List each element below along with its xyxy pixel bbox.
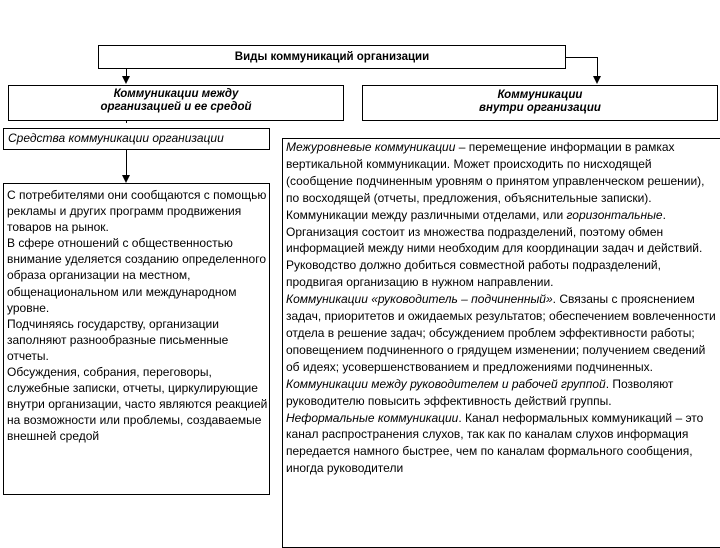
arrow-to-left-body — [122, 175, 130, 183]
text-manager-group: . Позволяют руководителю повысить эффективность действий группы. — [286, 376, 674, 408]
term-manager-subordinate: Коммуникации «руководитель – подчиненный» — [286, 292, 553, 307]
text-horizontal: . Организация состоит из множества подразделений, поэтому обмен информацией между ними необходим для координации задач и действий. Руководство должно добиться совместной работы подразделений, продвигая организацию в нужном направлении. — [286, 207, 703, 290]
left-paragraph: С потребителями они сообщаются с помощью рекламы и других программ продвижения товаров на рынок. — [7, 188, 267, 235]
right-block-manager-group — [286, 376, 718, 410]
left-heading-line1: Коммуникации между — [113, 88, 239, 100]
connector-left-down — [126, 121, 127, 123]
right-block-informal — [286, 410, 718, 478]
term-interlevel: Межуровневые коммуникации — [286, 140, 456, 154]
text-informal: . Канал неформальных коммуникаций – это канал распространения слухов, так как по каналам слухов информация передается намного быстрее, чем по каналам формального сообщения, иногда руководители — [286, 410, 704, 476]
arrow-to-right-branch — [593, 76, 601, 84]
right-branch-text — [286, 139, 718, 477]
left-paragraph: Подчиняясь государству, организации заполняют разнообразные письменные отчеты. — [7, 316, 229, 363]
means-label: Средства коммуникации организации — [8, 131, 224, 145]
left-branch-text — [7, 187, 269, 445]
right-heading-line1: Коммуникации — [497, 89, 583, 101]
left-paragraph: Обсуждения, собрания, переговоры, служебные записки, отчеты, циркулирующие внутри организации, часто являются реакцией на возможности или проблемы, создаваемые внешней средой — [7, 365, 268, 444]
term-horizontal: горизонтальные — [566, 207, 663, 222]
right-branch-body — [282, 138, 720, 548]
right-block-horizontal — [286, 207, 718, 292]
diagram-title — [98, 45, 566, 69]
right-heading-line2: внутри организации — [479, 102, 601, 114]
left-branch-heading — [8, 85, 344, 121]
left-paragraph: В сфере отношений с общественностью внимание уделяется созданию определенного образа организации на местном, общенациональном или международном уровне. — [7, 236, 266, 315]
text-manager-subordinate: . Связаны с прояснением задач, приоритетов и ожидаемых результатов; обеспечением вовлеченности отдела в решение задач; обсуждением проблем эффективности работы; оповещением подчиненного о грядущем изменении; получением сведений об идеях; усовершенствованием и предложениями подчиненных. — [286, 292, 716, 374]
term-manager-group: Коммуникации между руководителем и рабочей группой — [286, 376, 606, 391]
lead-horizontal: Коммуникации между различными отделами, или — [286, 207, 567, 222]
text-interlevel: – перемещение информации в рамках вертикальной коммуникации. Может происходить по нисходящей (сообщение подчиненным уровням о принятом управленческом решении), по восходящей (отчеты, предложения, объяснительные записки). — [286, 140, 705, 205]
term-informal: Неформальные коммуникации — [286, 410, 459, 425]
right-block-manager-subordinate — [286, 291, 718, 376]
means-of-communication-box — [3, 128, 270, 150]
right-block-interlevel — [286, 139, 718, 207]
connector-right-vertical — [597, 57, 598, 77]
left-heading-line2: организацией и ее средой — [100, 101, 252, 113]
left-branch-body — [3, 183, 270, 495]
right-branch-heading — [362, 85, 718, 121]
arrow-to-left-branch — [122, 76, 130, 84]
connector-right-top — [566, 57, 598, 58]
diagram-title-text: Виды коммуникаций организации — [234, 51, 430, 63]
connector-means-to-body — [126, 150, 127, 175]
